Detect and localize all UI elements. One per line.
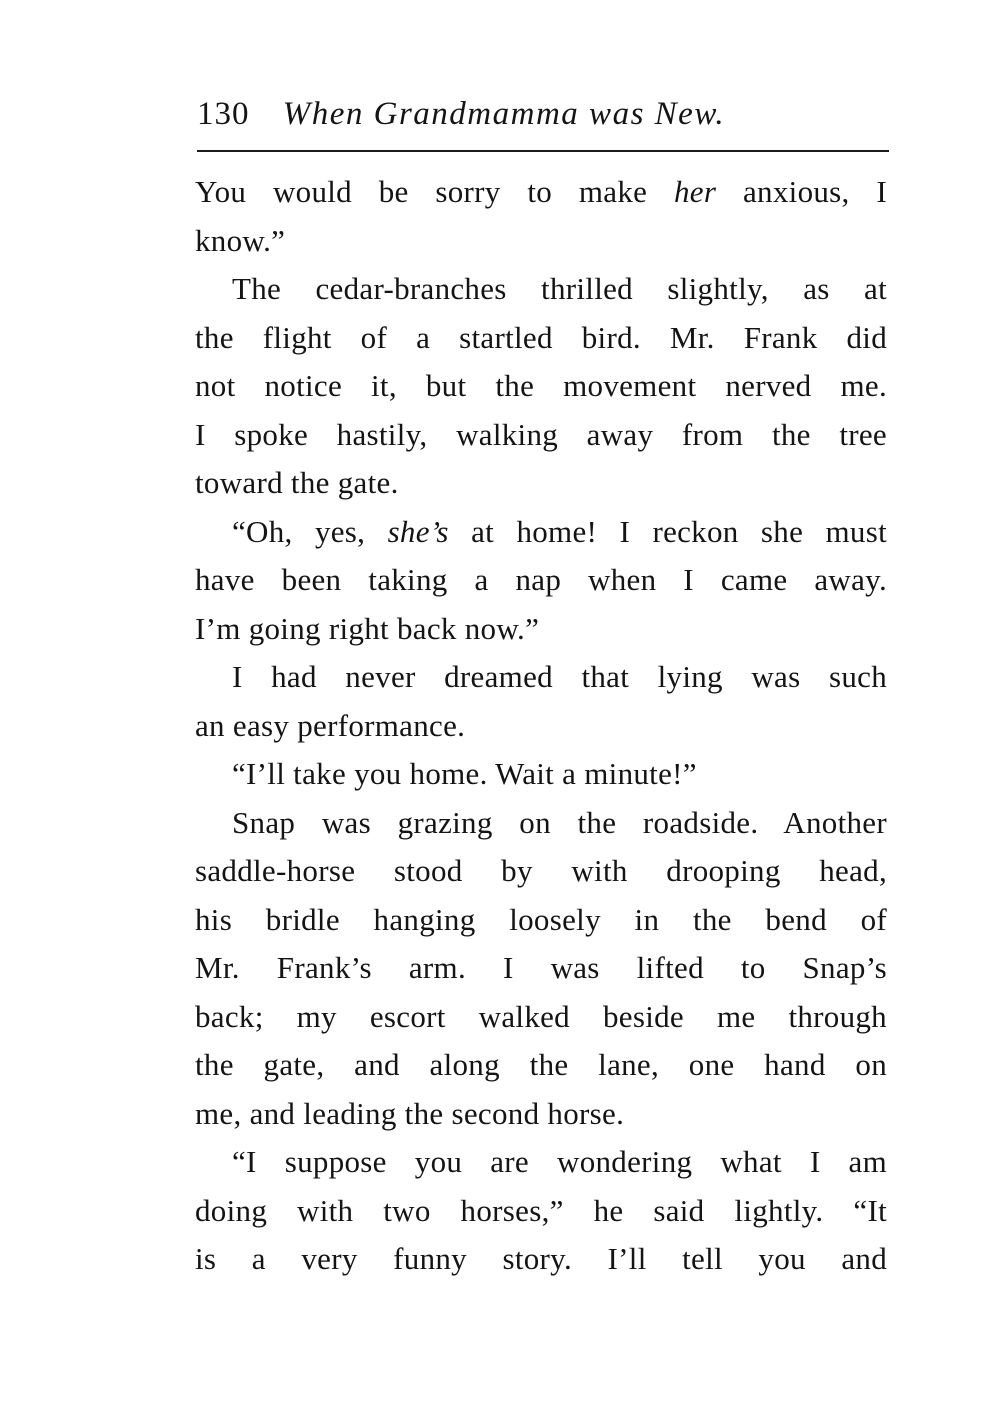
text-segment: the flight of a startled bird. Mr. Frank did: [195, 319, 887, 355]
text-line: [195, 944, 887, 993]
text-line: [195, 1187, 887, 1236]
text-segment: back; my escort walked beside me through: [195, 998, 887, 1034]
text-segment: at home! I reckon she must: [448, 513, 887, 549]
text-segment: Mr. Frank’s arm. I was lifted to Snap’s: [195, 950, 887, 985]
text-segment: is a very funny story. I’ll tell you and: [195, 1241, 887, 1276]
text-segment: anxious, I: [716, 174, 887, 209]
text-segment: I spoke hastily, walking away from the tree: [195, 416, 887, 452]
text-line: [195, 168, 887, 217]
text-line: [195, 799, 887, 848]
text-segment: an easy performance.: [195, 707, 466, 743]
text-line: [195, 847, 887, 896]
text-line: [195, 362, 887, 411]
text-segment: You would be sorry to make: [195, 174, 674, 209]
text-line: [195, 556, 887, 605]
text-line: [195, 653, 887, 702]
text-segment: I’m going right back now.”: [195, 610, 540, 646]
text-line: [195, 1138, 887, 1187]
text-line: [195, 314, 887, 363]
text-line: [195, 459, 887, 508]
text-segment: “I’ll take you home. Wait a minute!”: [232, 756, 697, 791]
running-head: [197, 88, 889, 140]
text-line: [195, 896, 887, 945]
text-segment: have been taking a nap when I came away.: [195, 562, 887, 597]
text-segment: know.”: [195, 222, 286, 258]
text-segment: “I suppose you are wondering what I am: [232, 1144, 887, 1179]
header-rule: [197, 150, 889, 152]
text-segment: Snap was grazing on the roadside. Another: [232, 804, 887, 840]
text-line: [195, 993, 887, 1042]
text-line: [195, 1041, 887, 1090]
text-line: [195, 1235, 887, 1284]
body-text: [195, 168, 887, 1284]
text-segment: his bridle hanging loosely in the bend of: [195, 901, 887, 937]
text-line: [195, 265, 887, 314]
emphasis-text: she’s: [387, 513, 449, 549]
text-segment: me, and leading the second horse.: [195, 1095, 625, 1131]
text-line: [195, 411, 887, 460]
text-segment: The cedar-branches thrilled slightly, as at: [232, 271, 887, 306]
running-title: When Grandmamma was New.: [282, 96, 726, 132]
emphasis-text: her: [673, 174, 717, 209]
text-segment: saddle-horse stood by with drooping head,: [195, 853, 887, 888]
text-line: [195, 217, 887, 266]
text-segment: “Oh, yes,: [232, 513, 388, 549]
text-line: [195, 605, 887, 654]
page-number: 130: [197, 96, 250, 132]
text-line: [195, 1090, 887, 1139]
text-segment: doing with two horses,” he said lightly. “It: [195, 1192, 887, 1228]
text-line: [195, 508, 887, 557]
text-line: [195, 702, 887, 751]
text-segment: I had never dreamed that lying was such: [232, 659, 887, 694]
text-segment: not notice it, but the movement nerved me.: [195, 368, 887, 403]
text-segment: toward the gate.: [195, 465, 399, 500]
text-segment: the gate, and along the lane, one hand on: [195, 1047, 887, 1082]
text-line: [195, 750, 887, 799]
